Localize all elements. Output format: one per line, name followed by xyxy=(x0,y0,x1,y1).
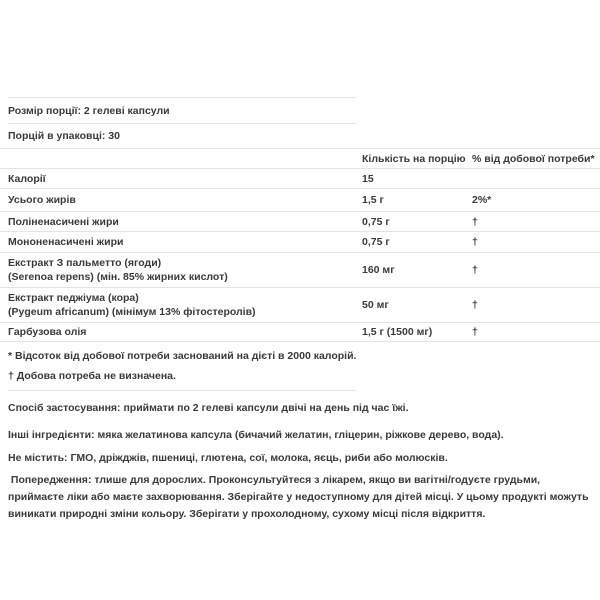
daily-value-column-header: % від добової потреби* xyxy=(472,152,595,165)
table-row xyxy=(0,288,600,323)
nutrient-label: Усього жирів xyxy=(8,194,76,206)
table-footnotes xyxy=(0,342,600,382)
nutrient-sublabel: (Pygeum africanum) (мінімум 13% фітостеролів) xyxy=(8,306,256,318)
nutrition-table xyxy=(0,148,600,342)
nutrient-label: Гарбузова олія xyxy=(8,326,87,338)
info-paragraphs xyxy=(0,400,600,523)
nutrient-amount: 1,5 г xyxy=(362,194,384,206)
table-row xyxy=(0,253,600,288)
nutrient-amount: 0,75 г xyxy=(362,215,390,228)
nutrient-amount: 50 мг xyxy=(362,299,389,311)
free-of-text: Не містить: ГМО, дріжджів, пшениці, глютена, сої, молока, яєць, риби або молюсків. xyxy=(8,452,448,464)
serving-size-row xyxy=(8,97,356,123)
nutrient-daily-value: † xyxy=(472,326,478,338)
table-row xyxy=(0,169,600,189)
nutrient-label: Мононенасичені жири xyxy=(8,236,124,248)
table-row xyxy=(0,212,600,232)
servings-per-container-text: Порцій в упаковці: 30 xyxy=(8,130,120,142)
nutrient-amount: 1,5 г (1500 мг) xyxy=(362,326,433,338)
servings-per-container-row xyxy=(8,123,356,148)
nutrient-sublabel: (Serenoa repens) (мін. 85% жирних кислот) xyxy=(8,271,228,283)
table-row xyxy=(0,189,600,212)
nutrient-label: Поліненасичені жири xyxy=(8,215,119,228)
dagger-footnote: † Добова потреба не визначена. xyxy=(8,370,176,382)
nutrient-amount: 0,75 г xyxy=(362,236,390,248)
nutrient-amount: 160 мг xyxy=(362,264,395,276)
nutrient-label: Екстракт З пальметто (ягоди) (Serenoa repens) (мін. 85% жирних кислот) xyxy=(8,256,362,284)
serving-size-text: Розмір порції: 2 гелеві капсули xyxy=(8,104,170,117)
nutrient-daily-value: † xyxy=(472,264,478,276)
other-ingredients-text: Інші інгредієнти: мяка желатинова капсула (бичачий желатин, гліцерин, ріжкове дерево, вода). xyxy=(8,429,504,441)
daily-value-footnote: * Відсоток від добової потреби заснований на дієті в 2000 калорій. xyxy=(8,350,357,362)
nutrient-label: Екстракт педжіума (кора) (Pygeum africanum) (мінімум 13% фітостеролів) xyxy=(8,291,362,319)
footnotes-divider xyxy=(8,390,356,391)
nutrient-label: Калорії xyxy=(8,172,46,185)
nutrient-daily-value: † xyxy=(472,299,478,311)
nutrient-daily-value: 2%* xyxy=(472,194,492,206)
nutrient-amount: 15 xyxy=(362,172,374,185)
table-row xyxy=(0,232,600,253)
table-row xyxy=(0,323,600,342)
table-header-row xyxy=(0,149,600,169)
warning-text: Попередження: тлише для дорослих. Проконсультуйтеся з лікарем, якщо ви вагітні/годуєте грудьми, приймаєте ліки або маєте захворювання. Зберігайте у недоступному для дітей місці. У цьому продукті можуть виникати природні зміни кольору. Зберігати у прохолодному, сухому місці після відкриття. xyxy=(8,474,592,520)
nutrient-daily-value: † xyxy=(472,215,478,228)
nutrient-daily-value: † xyxy=(472,236,478,248)
amount-column-header: Кількість на порцію xyxy=(362,152,466,165)
directions-text: Спосіб застосування: приймати по 2 гелеві капсули двічі на день під час їжі. xyxy=(8,402,409,414)
